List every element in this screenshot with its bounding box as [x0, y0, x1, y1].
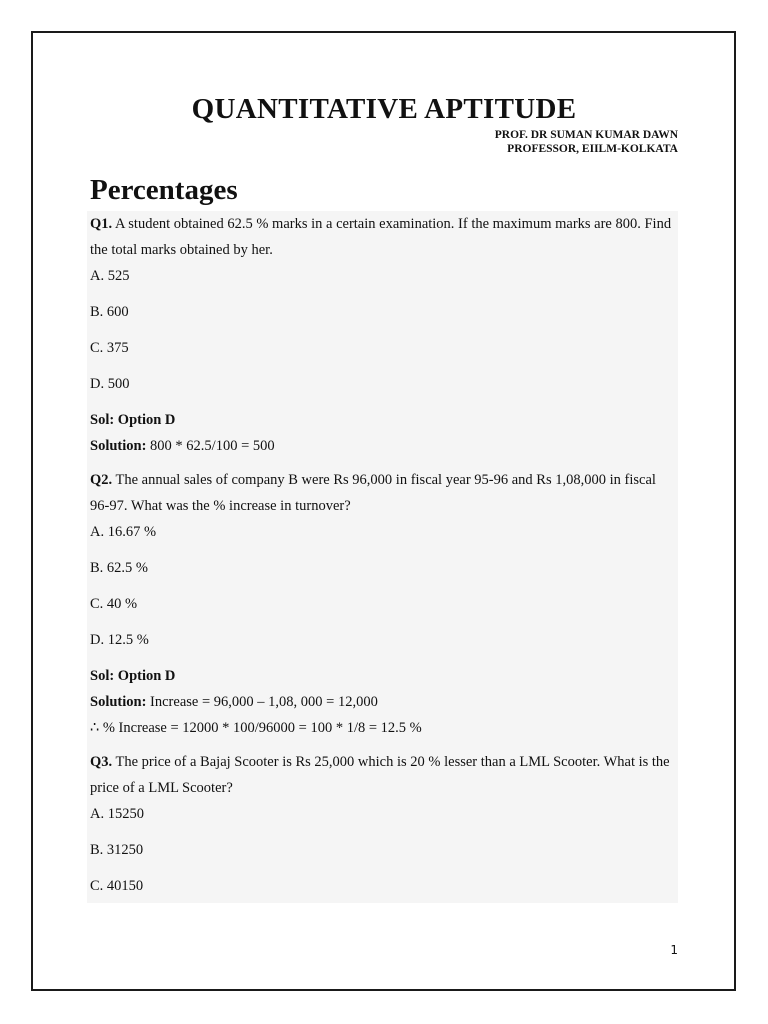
question-text: The price of a Bajaj Scooter is Rs 25,000 which is 20 % lesser than a LML Scooter. What is the price of a LML Scooter?	[90, 754, 670, 796]
section-title: Percentages	[90, 174, 238, 206]
solution-text: Increase = 96,000 – 1,08, 000 = 12,000	[146, 694, 378, 710]
option-a: A. 16.67 %	[90, 524, 157, 540]
option-b: B. 600	[90, 304, 129, 320]
solution-text: 800 * 62.5/100 = 500	[146, 438, 275, 454]
solution-continued: ∴ % Increase = 12000 * 100/96000 = 100 * 1/8 = 12.5 %	[90, 720, 422, 736]
question-label: Q1.	[90, 216, 113, 232]
page-number: 1	[670, 943, 678, 957]
option-a: A. 15250	[90, 806, 144, 822]
question-label: Q2.	[90, 472, 113, 488]
question-3	[90, 749, 678, 801]
solution	[90, 689, 678, 715]
solution-label: Solution:	[90, 694, 147, 710]
option-b: B. 31250	[90, 842, 144, 858]
question-text: A student obtained 62.5 % marks in a certain examination. If the maximum marks are 800. Find the total marks obtained by her.	[90, 216, 672, 258]
author-name: PROF. DR SUMAN KUMAR DAWN	[494, 129, 678, 141]
option-c: C. 375	[90, 340, 129, 356]
option-c: C. 40 %	[90, 596, 138, 612]
solution	[90, 433, 678, 459]
option-d: D. 12.5 %	[90, 632, 149, 648]
option-d: D. 500	[90, 376, 130, 392]
author-affiliation: PROFESSOR, EIILM-KOLKATA	[507, 143, 678, 155]
question-1	[90, 211, 678, 263]
document-title: QUANTITATIVE APTITUDE	[191, 93, 577, 125]
option-a: A. 525	[90, 268, 130, 284]
answer-option: Sol: Option D	[90, 668, 176, 684]
question-text: The annual sales of company B were Rs 96,000 in fiscal year 95-96 and Rs 1,08,000 in fiscal 96-97. What was the % increase in turnover?	[90, 472, 656, 514]
option-c: C. 40150	[90, 878, 144, 894]
solution-label: Solution:	[90, 438, 147, 454]
option-b: B. 62.5 %	[90, 560, 148, 576]
questions-panel	[87, 211, 678, 903]
question-2	[90, 467, 678, 519]
author-block	[495, 128, 678, 156]
answer-option: Sol: Option D	[90, 412, 176, 428]
question-label: Q3.	[90, 754, 113, 770]
